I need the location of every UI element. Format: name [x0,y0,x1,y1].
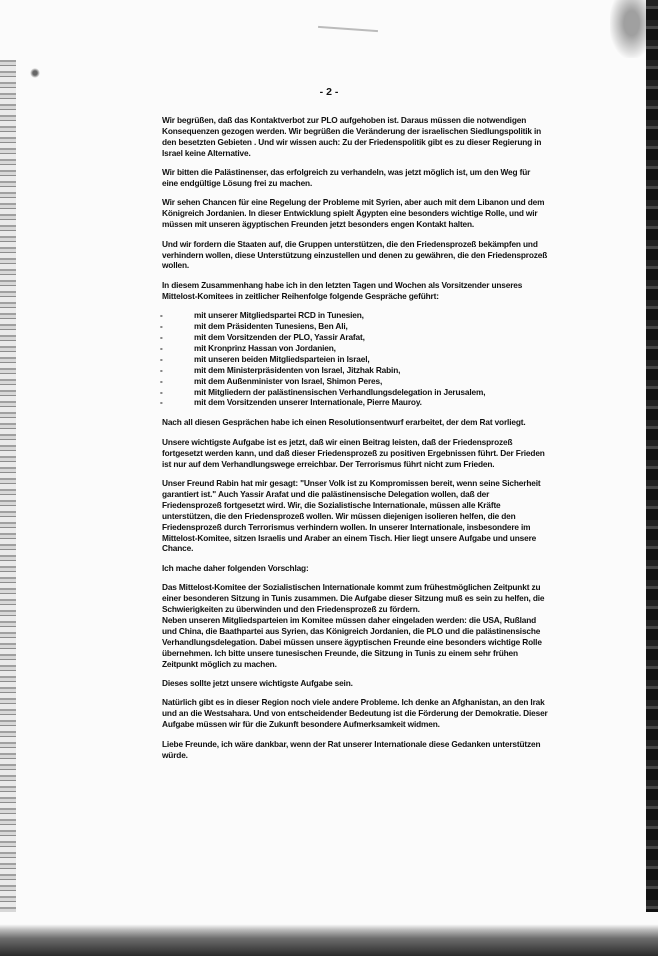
paragraph: Das Mittelost-Komitee der Sozialistischen Internationale kommt zum frühestmöglichen Zeitpunkt zu einer besonderen Sitzung in Tunis zusammen. Die Aufgabe dieser Sitzung muß es sein zu helfen, die Schwierigkeiten zu überwinden und den Friedensprozeß zu fördern. [162,582,545,615]
document-body [162,115,548,769]
paragraph: Neben unseren Mitgliedsparteien im Komitee müssen daher eingeladen werden: die USA, Rußland und China, die Baathpartei aus Syrien, das Königreich Jordanien, die PLO und die palästinensische Verhandlungsdelegation. Dabei müssen unsere ägyptischen Freunde eine besonders wichtige Rolle übernehmen. Ich bitte unsere tunesischen Freunde, die Sitzung in Tunis zu einem sehr frühen Zeitpunkt möglich zu machen. [162,614,542,669]
scan-left-edge-artifact [0,60,16,930]
scan-speck [30,68,40,78]
list-item: - mit dem Vorsitzenden der PLO, Yassir Arafat, [162,332,548,343]
list-item: - mit unseren beiden Mitgliedsparteien in Israel, [162,354,548,365]
paragraph: Wir begrüßen, daß das Kontaktverbot zur PLO aufgehoben ist. Daraus müssen die notwendigen Konsequenzen gezogen werden. Wir begrüßen die Veränderung der israelischen Siedlungspolitik in den besetzten Gebieten . Und wir wissen auch: Zu der Friedenspolitik gibt es zu dieser Regierung in Israel keine Alternative. [162,115,542,158]
paragraph: Liebe Freunde, ich wäre dankbar, wenn der Rat unserer Internationale diese Gedanken unterstützen würde. [162,738,541,760]
list-item: - mit dem Ministerpräsidenten von Israel, Jitzhak Rabin, [162,365,548,376]
scan-top-mark [318,26,378,32]
paragraph: Ich mache daher folgenden Vorschlag: [162,562,309,573]
list-item: - mit dem Präsidenten Tunesiens, Ben Ali, [162,321,548,332]
page-number: - 2 - [319,86,339,98]
list-item: - mit Mitgliedern der palästinensischen Verhandlungsdelegation in Jerusalem, [162,387,548,398]
paragraph: In diesem Zusammenhang habe ich in den letzten Tagen und Wochen als Vorsitzender unseres Mittelost-Komitees in zeitlicher Reihenfolge folgende Gespräche geführt: [162,279,523,301]
paragraph: Unser Freund Rabin hat mir gesagt: "Unser Volk ist zu Kompromissen bereit, wenn seine Sicherheit garantiert ist." Auch Yassir Arafat und die palästinensische Delegation wollen, daß der Friedensprozeß fortgesetzt wird. Wir, die Sozialistische Internationale, müssen alle Kräfte unterstützen, die den Friedensprozeß wollen. Wir müssen diejenigen isolieren helfen, die den Friedensprozeß durch Terrorismus verhindern wollen. In unserer Internationale, insbesondere im Mittelost-Komitee, sitzen Israelis und Araber an einem Tisch. Hier liegt unsere Aufgabe und unsere Chance. [162,477,541,554]
paragraph: Unsere wichtigste Aufgabe ist es jetzt, daß wir einen Beitrag leisten, daß der Friedensprozeß fortgesetzt werden kann, und daß dieser Friedensprozeß zu positiven Ergebnissen führt. Der Frieden ist nur auf dem Verhandlungswege erreichbar. Der Terrorismus führt nicht zum Frieden. [162,436,545,469]
list-item: - mit dem Vorsitzenden unserer Internationale, Pierre Mauroy. [162,397,548,408]
scan-bottom-edge-artifact [0,912,658,956]
paragraph: Natürlich gibt es in dieser Region noch viele andere Probleme. Ich denke an Afghanistan, an den Irak und an die Westsahara. Und von entscheidender Bedeutung ist die Förderung der Demokratie. Dieser Aufgabe müssen wir für die Zukunft besondere Aufmerksamkeit widmen. [162,697,548,730]
list-item: - mit Kronprinz Hassan von Jordanien, [162,343,548,354]
list-item: - mit unserer Mitgliedspartei RCD in Tunesien, [162,310,548,321]
conversation-list [162,310,548,408]
paragraph: Wir bitten die Palästinenser, das erfolgreich zu verhandeln, was jetzt möglich ist, um den Weg für eine endgültige Lösung frei zu machen. [162,167,531,189]
paragraph: Dieses sollte jetzt unsere wichtigste Aufgabe sein. [162,677,353,688]
scan-right-edge-artifact [646,0,658,956]
paragraph: Und wir fordern die Staaten auf, die Gruppen unterstützen, die den Friedensprozeß bekämpfen und verhindern wollen, diese Unterstützung einzustellen und denen zu gewähren, die den Friedensprozeß wollen. [162,238,548,271]
scan-corner-blot [610,0,646,58]
list-item: - mit dem Außenminister von Israel, Shimon Peres, [162,376,548,387]
paragraph: Nach all diesen Gesprächen habe ich einen Resolutionsentwurf erarbeitet, der dem Rat vorliegt. [162,417,526,428]
paragraph: Wir sehen Chancen für eine Regelung der Probleme mit Syrien, aber auch mit dem Libanon und dem Königreich Jordanien. In dieser Entwicklung spielt Ägypten eine besonders wichtige Rolle, und wir müssen mit unseren ägyptischen Freunden jetzt besonders engen Kontakt halten. [162,197,545,230]
